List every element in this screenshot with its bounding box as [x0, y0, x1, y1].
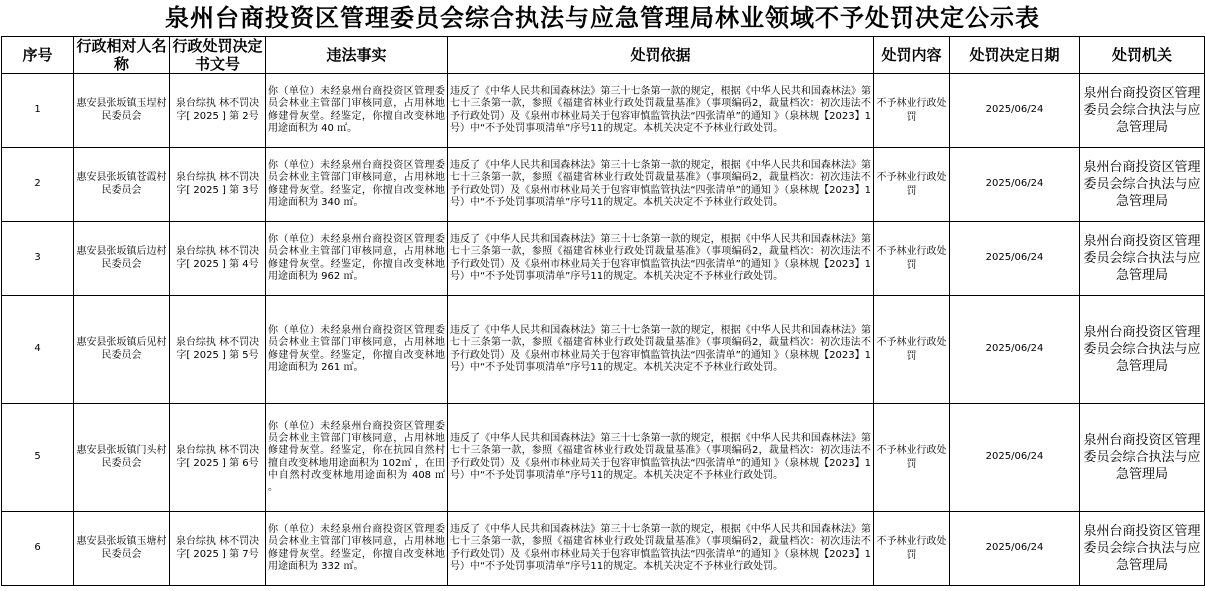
row-doc-no: 泉台综执 林不罚决字[ 2025 ] 第 4号 [170, 222, 266, 296]
row-result: 不予林业行政处罚 [874, 222, 950, 296]
row-doc-no: 泉台综执 林不罚决字[ 2025 ] 第 5号 [170, 296, 266, 404]
row-facts: 你（单位）未经泉州台商投资区管理委员会林业主管部门审核同意，占用林地修建骨灰堂。经鉴定，你在抗园自然村擅自改变林地用途面积为 102㎡ ，在田中自然村改变林地用途面积为 408 ㎡ 。 [266, 404, 448, 512]
header-party: 行政相对人名称 [74, 37, 170, 74]
header-org: 处罚机关 [1080, 37, 1205, 74]
row-party: 惠安县张坂镇玉塘村民委员会 [74, 512, 170, 586]
row-facts: 你（单位）未经泉州台商投资区管理委员会林业主管部门审核同意，占用林地修建骨灰堂。经鉴定，你擅自改变林地用途面积为 962 ㎡。 [266, 222, 448, 296]
row-org: 泉州台商投资区管理委员会综合执法与应急管理局 [1080, 74, 1205, 148]
header-doc-no: 行政处罚决定书文号 [170, 37, 266, 74]
row-party: 惠安县张坂镇门头村民委员会 [74, 404, 170, 512]
header-date: 处罚决定日期 [950, 37, 1080, 74]
row-date: 2025/06/24 [950, 296, 1080, 404]
row-doc-no: 泉台综执 林不罚决字[ 2025 ] 第 7号 [170, 512, 266, 586]
page-title: 泉州台商投资区管理委员会综合执法与应急管理局林业领域不予处罚决定公示表 [165, 3, 1040, 32]
row-basis: 违反了《中华人民共和国森林法》第三十七条第一款的规定，根据《中华人民共和国森林法》第七十三条第一款，参照《福建省林业行政处罚裁量基准》（事项编码2，裁量档次：初次违法不予行政处罚）及《泉州市林业局关于包容审慎监管执法“四张清单”的通知 》（泉林规【2023】1号）中“不予处罚事项清单”序号11的规定。本机关决定不予林业行政处罚。 [448, 296, 874, 404]
header-index: 序号 [2, 37, 74, 74]
header-facts: 违法事实 [266, 37, 448, 74]
table-row [2, 296, 1205, 404]
row-facts: 你（单位）未经泉州台商投资区管理委员会林业主管部门审核同意，占用林地修建骨灰堂。经鉴定，你擅自改变林地用途面积为 261 ㎡。 [266, 296, 448, 404]
row-basis: 违反了《中华人民共和国森林法》第三十七条第一款的规定，根据《中华人民共和国森林法》第七十三条第一款，参照《福建省林业行政处罚裁量基准》（事项编码2，裁量档次：初次违法不予行政处罚）及《泉州市林业局关于包容审慎监管执法“四张清单”的通知 》（泉林规【2023】1号）中“不予处罚事项清单”序号11的规定。本机关决定不予林业行政处罚。 [448, 512, 874, 586]
table-row [2, 222, 1205, 296]
row-date: 2025/06/24 [950, 74, 1080, 148]
table-row [2, 404, 1205, 512]
row-result: 不予林业行政处罚 [874, 512, 950, 586]
row-basis: 违反了《中华人民共和国森林法》第三十七条第一款的规定，根据《中华人民共和国森林法》第七十三条第一款，参照《福建省林业行政处罚裁量基准》（事项编码2，裁量档次：初次违法不予行政处罚）及《泉州市林业局关于包容审慎监管执法“四张清单”的通知 》（泉林规【2023】1号）中“不予处罚事项清单”序号11的规定。本机关决定不予林业行政处罚。 [448, 74, 874, 148]
row-index: 1 [2, 74, 74, 148]
table-row [2, 148, 1205, 222]
row-party: 惠安县张坂镇后边村民委员会 [74, 222, 170, 296]
header-result: 处罚内容 [874, 37, 950, 74]
header-basis: 处罚依据 [448, 37, 874, 74]
row-date: 2025/06/24 [950, 222, 1080, 296]
row-date: 2025/06/24 [950, 404, 1080, 512]
row-party: 惠安县张坂镇苍霞村民委员会 [74, 148, 170, 222]
row-index: 2 [2, 148, 74, 222]
row-result: 不予林业行政处罚 [874, 404, 950, 512]
row-result: 不予林业行政处罚 [874, 296, 950, 404]
row-doc-no: 泉台综执 林不罚决字[ 2025 ] 第 3号 [170, 148, 266, 222]
row-doc-no: 泉台综执 林不罚决字[ 2025 ] 第 2号 [170, 74, 266, 148]
row-facts: 你（单位）未经泉州台商投资区管理委员会林业主管部门审核同意，占用林地修建骨灰堂。经鉴定，你擅自改变林地用途面积为 332 ㎡。 [266, 512, 448, 586]
row-date: 2025/06/24 [950, 148, 1080, 222]
header-row [2, 37, 1205, 74]
row-party: 惠安县张坂镇玉埕村民委员会 [74, 74, 170, 148]
row-index: 6 [2, 512, 74, 586]
row-date: 2025/06/24 [950, 512, 1080, 586]
row-index: 3 [2, 222, 74, 296]
row-basis: 违反了《中华人民共和国森林法》第三十七条第一款的规定，根据《中华人民共和国森林法》第七十三条第一款，参照《福建省林业行政处罚裁量基准》（事项编码2，裁量档次：初次违法不予行政处罚）及《泉州市林业局关于包容审慎监管执法“四张清单”的通知 》（泉林规【2023】1号）中“不予处罚事项清单”序号11的规定。本机关决定不予林业行政处罚。 [448, 404, 874, 512]
row-basis: 违反了《中华人民共和国森林法》第三十七条第一款的规定，根据《中华人民共和国森林法》第七十三条第一款，参照《福建省林业行政处罚裁量基准》（事项编码2，裁量档次：初次违法不予行政处罚）及《泉州市林业局关于包容审慎监管执法“四张清单”的通知 》（泉林规【2023】1号）中“不予处罚事项清单”序号11的规定。本机关决定不予林业行政处罚。 [448, 222, 874, 296]
row-doc-no: 泉台综执 林不罚决字[ 2025 ] 第 6号 [170, 404, 266, 512]
row-org: 泉州台商投资区管理委员会综合执法与应急管理局 [1080, 296, 1205, 404]
row-index: 5 [2, 404, 74, 512]
row-basis: 违反了《中华人民共和国森林法》第三十七条第一款的规定，根据《中华人民共和国森林法》第七十三条第一款，参照《福建省林业行政处罚裁量基准》（事项编码2，裁量档次：初次违法不予行政处罚）及《泉州市林业局关于包容审慎监管执法“四张清单”的通知 》（泉林规【2023】1号）中“不予处罚事项清单”序号11的规定。本机关决定不予林业行政处罚。 [448, 148, 874, 222]
row-org: 泉州台商投资区管理委员会综合执法与应急管理局 [1080, 148, 1205, 222]
row-org: 泉州台商投资区管理委员会综合执法与应急管理局 [1080, 512, 1205, 586]
row-org: 泉州台商投资区管理委员会综合执法与应急管理局 [1080, 404, 1205, 512]
row-facts: 你（单位）未经泉州台商投资区管理委员会林业主管部门审核同意，占用林地修建骨灰堂。经鉴定，你擅自改变林地用途面积为 340 ㎡。 [266, 148, 448, 222]
table-row [2, 74, 1205, 148]
row-result: 不予林业行政处罚 [874, 148, 950, 222]
table-row [2, 512, 1205, 586]
penalty-table [1, 36, 1205, 586]
row-org: 泉州台商投资区管理委员会综合执法与应急管理局 [1080, 222, 1205, 296]
row-index: 4 [2, 296, 74, 404]
row-facts: 你（单位）未经泉州台商投资区管理委员会林业主管部门审核同意，占用林地修建骨灰堂。经鉴定，你擅自改变林地用途面积为 40 ㎡。 [266, 74, 448, 148]
row-party: 惠安县张坂镇后见村民委员会 [74, 296, 170, 404]
row-result: 不予林业行政处罚 [874, 74, 950, 148]
